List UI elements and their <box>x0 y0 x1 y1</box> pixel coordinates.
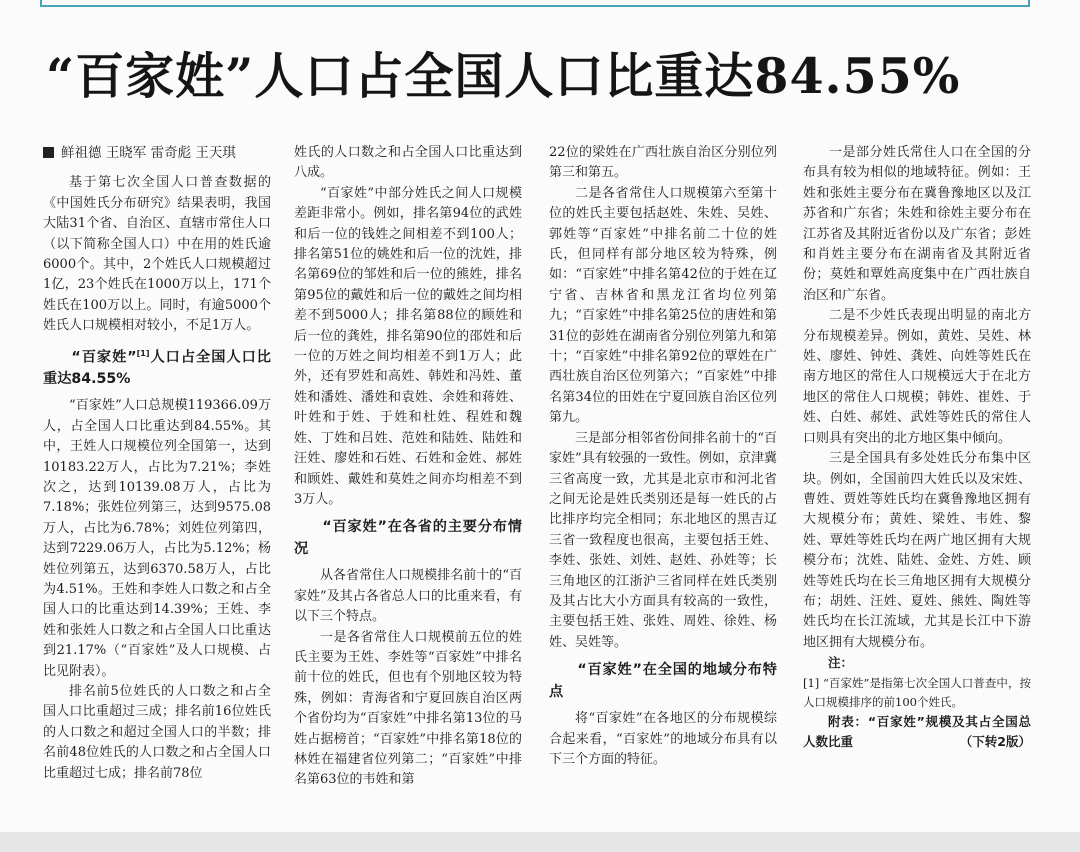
byline <box>43 143 271 163</box>
square-bullet-icon <box>43 147 54 158</box>
paragraph: “百家姓”人口总规模119366.09万人，占全国人口比重达到84.55%。其中，王姓人口规模位列全国第一，达到10183.22万人，占比为7.21%；李姓次之，达到10139.08万人，占比为7.18%；张姓位列第三，达到9575.08万人，占比为6.78%；刘姓位列第四，达到7229.06万人，占比为5.12%；杨姓位列第五，达到6370.58万人，占比为4.51%。王姓和李姓人口数之和占全国人口的比重达到14.39%；王姓、李姓和张姓人口数之和占全国人口比重达到21.17%（“百家姓”及人口规模、占比见附表）。 <box>43 398 271 679</box>
paragraph: 一是部分姓氏常住人口在全国的分布具有较为相似的地域特征。例如：王姓和张姓主要分布在冀鲁豫地区以及江苏省和广东省；朱姓和徐姓主要分布在江苏省及其附近省份以及广东省；彭姓和肖姓主要分布在湖南省及其附近省份；莫姓和覃姓高度集中在广西壮族自治区和广东省。 <box>803 145 1031 303</box>
continued-notice: （下转2版） <box>959 733 1031 749</box>
paragraph: 将“百家姓”在各地区的分布规模综合起来看，“百家姓”的地域分布具有以下三个方面的特征。 <box>549 711 777 767</box>
paragraph: 三是全国具有多处姓氏分布集中区块。例如，全国前四大姓氏以及宋姓、曹姓、贾姓等姓氏均在冀鲁豫地区拥有大规模分布；黄姓、梁姓、韦姓、黎姓、覃姓等姓氏均在两广地区拥有大规模分布；沈姓、陆姓、金姓、方姓、顾姓等姓氏均在长三角地区拥有大规模分布；胡姓、汪姓、夏姓、熊姓、陶姓等姓氏均在长江流域，尤其是长江中下游地区拥有大规模分布。 <box>803 451 1031 650</box>
headline: “百家姓”人口占全国人口比重达84.55% <box>46 47 961 105</box>
byline-authors: 鲜祖德 王晓军 雷奇彪 王天琪 <box>61 145 236 161</box>
section-heading: “百家姓”在各省的主要分布情况 <box>294 519 522 558</box>
bottom-bar <box>0 832 1080 852</box>
paragraph: 排名前5位姓氏的人口数之和占全国人口比重超过三成；排名前16位姓氏的人口数之和超过全国人口的半数；排名前48位姓氏的人口数之和占全国人口比重超过七成；排名前78位 <box>43 684 271 781</box>
paragraph: 从各省常住人口规模排名前十的“百家姓”及其占各省总人口的比重来看，有以下三个特点。 <box>294 568 522 625</box>
column-3 <box>549 143 777 770</box>
heading-text: “百家姓” <box>71 349 137 366</box>
column-1 <box>43 143 271 784</box>
paragraph: 二是各省常住人口规模第六至第十位的姓氏主要包括赵姓、朱姓、吴姓、郭姓等“百家姓”中排名前二十位的姓氏，但同样有部分地区较为特殊，例如：“百家姓”中排名第42位的于姓在辽宁省、吉林省和黑龙江省均位列第九；“百家姓”中排名第25位的唐姓和第31位的彭姓在湖南省分别位列第九和第十；“百家姓”中排名第92位的覃姓在广西壮族自治区位列第六；“百家姓”中排名第34位的田姓在宁夏回族自治区位列第九。 <box>549 185 777 426</box>
table-reference-text: 附表：“百家姓”规模及其占全国总人数比重 <box>803 713 1031 749</box>
paragraph: 22位的梁姓在广西壮族自治区分别位列第三和第五。 <box>549 145 777 181</box>
note-label: 注： <box>828 655 854 671</box>
heading-text: 人口占全国人口比重达84.55% <box>43 349 271 388</box>
paragraph: 二是不少姓氏表现出明显的南北方分布规模差异。例如，黄姓、吴姓、林姓、廖姓、钟姓、龚姓、向姓等姓氏在南方地区的常住人口规模远大于在北方地区的常住人口规模；韩姓、崔姓、于姓、白姓、郝姓、武姓等姓氏的常住人口则具有突出的北方地区集中倾向。 <box>803 308 1031 446</box>
paragraph: 一是各省常住人口规模前五位的姓氏主要为王姓、李姓等“百家姓”中排名前十位的姓氏，但也有个别地区较为特殊，例如：青海省和宁夏回族自治区两个省份均为“百家姓”中排名第13位的马姓占据榜首；“百家姓”中排名第18位的林姓在福建省位列第二；“百家姓”中排名第63位的韦姓和第 <box>294 629 522 788</box>
paragraph: 姓氏的人口数之和占全国人口比重达到八成。 <box>294 145 522 181</box>
footnote: [1] “百家姓”是指第七次全国人口普查中，按人口规模排序的前100个姓氏。 <box>803 675 1031 709</box>
section-heading <box>43 343 271 391</box>
top-border-frame <box>40 0 1030 7</box>
column-2 <box>294 143 522 791</box>
column-4 <box>803 143 1031 752</box>
paragraph: 三是部分相邻省份间排名前十的“百家姓”具有较强的一致性。例如，京津冀三省高度一致，尤其是北京市和河北省之间无论是姓氏类别还是每一姓氏的占比排序均完全相同；东北地区的黑吉辽三省一致程度也很高，主要包括王姓、李姓、张姓、刘姓、赵姓、孙姓等；长三角地区的江浙沪三省同样在姓氏类别及其占比大小方面具有较高的一致性，主要包括王姓、张姓、周姓、徐姓、杨姓、吴姓等。 <box>549 430 777 650</box>
paragraph: 基于第七次全国人口普查数据的《中国姓氏分布研究》结果表明，我国大陆31个省、自治区、直辖市常住人口（以下简称全国人口）中在用的姓氏逾6000个。其中，2个姓氏人口规模超过1亿，23个姓氏在1000万以上，171个姓氏在100万以上。同时，有逾5000个姓氏人口规模相对较小，不足1万人。 <box>43 175 271 334</box>
table-reference <box>803 712 1031 752</box>
footnote-marker: [1] <box>136 348 150 358</box>
paragraph: “百家姓”中部分姓氏之间人口规模差距非常小。例如，排名第94位的武姓和后一位的钱姓之间相差不到100人；排名第51位的姚姓和后一位的沈姓，排名第69位的邹姓和后一位的熊姓，排名第95位的戴姓和后一位的戴姓之间均相差不到5000人；排名第88位的顾姓和后一位的龚姓，排名第90位的邵姓和后一位的万姓之间均相差不到1万人；此外，还有罗姓和高姓、韩姓和冯姓、董姓和潘姓、潘姓和袁姓、余姓和蒋姓、叶姓和于姓、于姓和杜姓、程姓和魏姓、丁姓和吕姓、范姓和陆姓、陆姓和汪姓、廖姓和石姓、石姓和金姓、郝姓和顾姓、戴姓和莫姓之间亦均相差不到3万人。 <box>294 185 522 507</box>
section-heading: “百家姓”在全国的地域分布特点 <box>549 662 777 701</box>
